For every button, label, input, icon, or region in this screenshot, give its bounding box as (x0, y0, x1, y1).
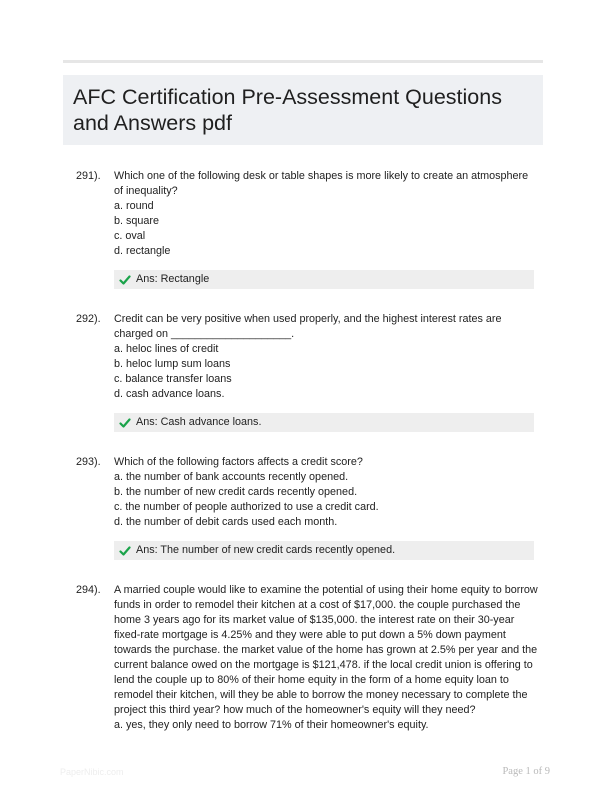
answer-box (114, 541, 534, 560)
page-title: AFC Certification Pre-Assessment Questions and Answers pdf (73, 85, 502, 135)
options-list (114, 199, 540, 259)
question-number: 294). (76, 584, 101, 596)
answer-text: Ans: The number of new credit cards recently opened. (136, 544, 396, 556)
option: c. oval (114, 230, 146, 242)
question-text: Credit can be very positive when used properly, and the highest interest rates are charged on ____________________. (114, 313, 502, 340)
options-list (114, 342, 540, 402)
option: d. cash advance loans. (114, 388, 225, 400)
answer-text: Ans: Cash advance loans. (136, 416, 262, 428)
options-list (114, 718, 540, 733)
question-292 (63, 312, 543, 432)
answer-box (114, 270, 534, 289)
question-number: 292). (76, 313, 101, 325)
option: c. the number of people authorized to use a credit card. (114, 501, 379, 513)
option: a. yes, they only need to borrow 71% of their homeowner's equity. (114, 719, 429, 731)
option: a. round (114, 200, 154, 212)
option: b. square (114, 215, 160, 227)
question-291 (63, 169, 543, 289)
question-number: 291). (76, 170, 101, 182)
page-number: Page 1 of 9 (502, 766, 550, 777)
option: b. heloc lump sum loans (114, 358, 231, 370)
option: a. heloc lines of credit (114, 343, 219, 355)
answer-box (114, 413, 534, 432)
option: a. the number of bank accounts recently opened. (114, 471, 349, 483)
check-icon (119, 545, 131, 557)
top-divider (63, 60, 543, 63)
title-banner (63, 75, 543, 145)
option: d. the number of debit cards used each month. (114, 516, 338, 528)
check-icon (119, 417, 131, 429)
answer-text: Ans: Rectangle (136, 273, 210, 285)
question-text: Which of the following factors affects a credit score? (114, 456, 363, 468)
question-293 (63, 455, 543, 560)
option: d. rectangle (114, 245, 171, 257)
question-number: 293). (76, 456, 101, 468)
question-294 (63, 583, 543, 733)
options-list (114, 470, 540, 530)
question-text: A married couple would like to examine the potential of using their home equity to borrow funds in order to remodel their kitchen at a cost of $17,000. the couple purchased the home 3 years ago for its market value of $135,000. the interest rate on their 30-year fixed-rate mortgage is 4.25% and they were able to put down a 5% down payment towards the purchase. the market value of the home has grown at 2.5% per year and the current balance owed on the mortgage is $121,478. if the local credit union is offering to lend the couple up to 80% of their home equity in the form of a home equity loan to remodel their kitchen, will they be able to borrow the money necessary to complete the project this third year? how much of the homeowner's equity will they need? (114, 584, 538, 716)
option: c. balance transfer loans (114, 373, 232, 385)
footer-watermark: PaperNibic.com (60, 767, 124, 777)
option: b. the number of new credit cards recently opened. (114, 486, 358, 498)
check-icon (119, 274, 131, 286)
question-text: Which one of the following desk or table shapes is more likely to create an atmosphere of inequality? (114, 170, 529, 197)
